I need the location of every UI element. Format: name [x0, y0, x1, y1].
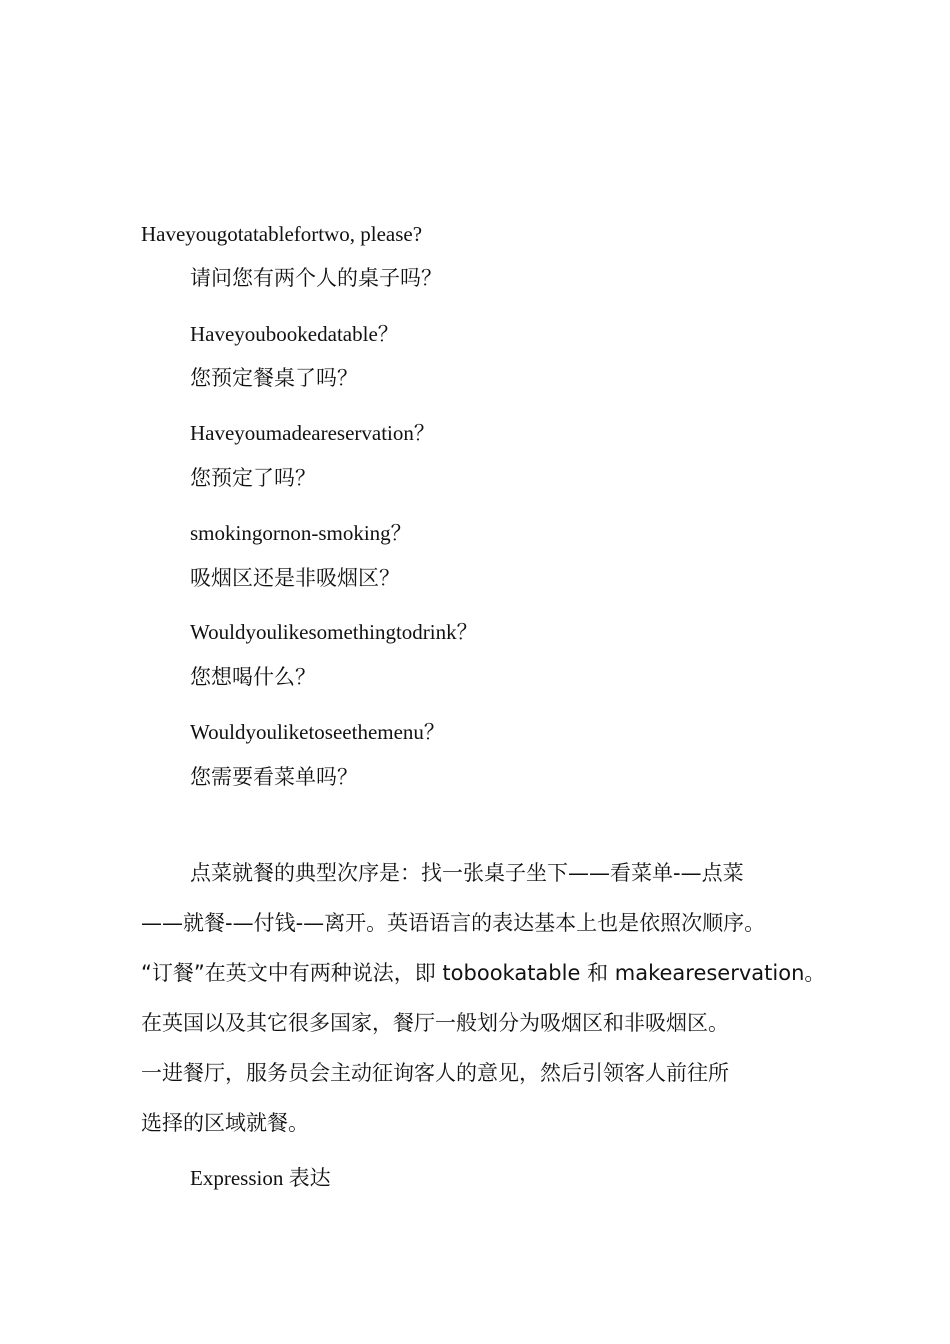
dialogue-line-english: smokingornon-smoking？	[190, 521, 412, 545]
explanation-paragraph	[141, 848, 831, 1148]
dialogue-intro-line: Haveyougotatablefortwo, please?	[141, 222, 423, 246]
dialogue-line-english: Wouldyouliketoseethemenu？	[190, 720, 445, 744]
paragraph-line: “订餐”在英文中有两种说法，即 tobookatable 和 makeareservation。	[141, 961, 826, 985]
dialogue-line-english: Haveyoumadeareservation？	[190, 421, 435, 445]
paragraph-line: ——就餐-—付钱-—离开。英语语言的表达基本上也是依照次顺序。	[141, 911, 766, 935]
paragraph-line: 点菜就餐的典型次序是：找一张桌子坐下——看菜单-—点菜	[190, 861, 744, 885]
dialogue-line-chinese: 请问您有两个人的桌子吗？	[190, 266, 442, 290]
dialogue-line-chinese: 您预定餐桌了吗？	[190, 366, 358, 390]
section-heading: Expression 表达	[190, 1166, 331, 1190]
dialogue-line-chinese: 您预定了吗？	[190, 466, 316, 490]
paragraph-line: 一进餐厅，服务员会主动征询客人的意见，然后引领客人前往所	[141, 1061, 729, 1085]
dialogue-line-english: Haveyoubookedatable？	[190, 322, 399, 346]
dialogue-line-chinese: 您需要看菜单吗？	[190, 765, 358, 789]
dialogue-line-chinese: 您想喝什么？	[190, 665, 316, 689]
paragraph-line: 选择的区域就餐。	[141, 1111, 309, 1135]
dialogue-line-english: Wouldyoulikesomethingtodrink？	[190, 620, 478, 644]
paragraph-line: 在英国以及其它很多国家，餐厅一般划分为吸烟区和非吸烟区。	[141, 1011, 729, 1035]
dialogue-line-chinese: 吸烟区还是非吸烟区？	[190, 566, 400, 590]
